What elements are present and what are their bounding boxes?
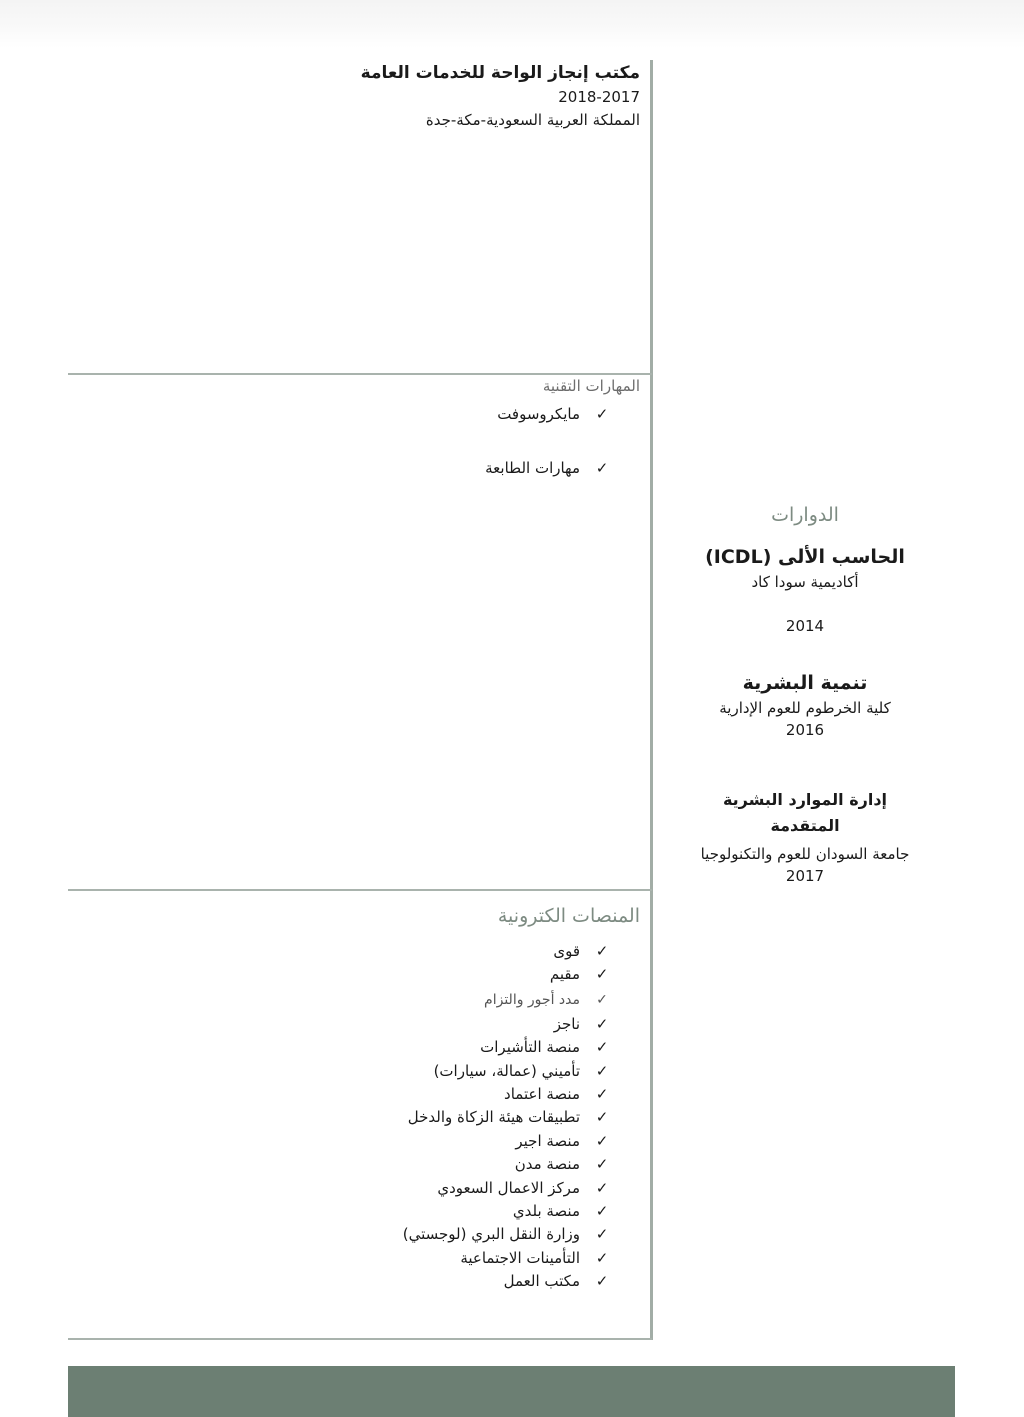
course-year: 2014 [785,617,825,635]
check-icon: ✓ [595,1085,609,1104]
platform-item [252,1130,612,1153]
check-icon: ✓ [595,1061,609,1080]
check-icon: ✓ [595,1131,609,1150]
section-divider-skills [68,373,652,375]
experience-location: المملكة العربية السعودية-مكة-جدة [425,111,640,129]
check-icon: ✓ [595,1155,609,1174]
platform-label: مقيم [549,965,580,984]
check-icon: ✓ [595,1248,609,1267]
experience-entry [140,60,640,132]
course-institution: كلية الخرطوم للعوم الإدارية [719,699,891,717]
platform-label: مكتب العمل [503,1272,580,1291]
platform-label: التأمينات الاجتماعية [460,1248,580,1267]
platform-item [252,1247,612,1270]
course-title: إدارة الموارد البشرية المتقدمة [722,790,888,835]
check-icon: ✓ [595,1202,609,1221]
tech-skill-item [252,456,612,480]
platform-label: مركز الاعمال السعودي [437,1178,580,1197]
tech-skill-label: مهارات الطابعة [485,459,580,477]
platform-label: تأميني (عمالة، سيارات) [433,1061,580,1080]
tech-skill-label: مايكروسوفت [497,405,580,423]
platform-item [252,1153,612,1176]
platform-label: منصة التأشيرات [480,1038,580,1057]
platform-item [252,1223,612,1246]
platform-label: قوى [553,942,580,960]
platform-item [252,1060,612,1083]
check-icon: ✓ [596,991,608,1008]
platform-label: ناجز [553,1014,580,1033]
platform-label: منصة بلدي [512,1202,580,1221]
platform-item [252,1013,612,1036]
experience-years: 2018-2017 [558,88,640,106]
platform-item [252,1083,612,1106]
platform-label: منصة اجير [515,1131,580,1150]
course-institution: أكاديمية سودا كاد [751,573,859,591]
check-icon: ✓ [595,942,609,960]
platform-label: منصة اعتماد [504,1085,580,1104]
check-icon: ✓ [595,1225,609,1244]
tech-skills-heading: المهارات التقنية [542,377,640,395]
check-icon: ✓ [595,1108,609,1127]
course-entry [690,669,920,741]
courses-heading: الدوارات [771,504,839,526]
course-title: تنمية البشرية [742,672,868,694]
course-entry [690,787,920,887]
check-icon: ✓ [595,459,609,477]
platform-item [252,940,612,963]
check-icon: ✓ [595,405,609,423]
check-icon: ✓ [595,1014,609,1033]
platform-item [252,1270,612,1293]
top-shade [0,0,1024,48]
platform-label: تطبيقات هيئة الزكاة والدخل [407,1108,580,1127]
platform-item [252,963,612,986]
check-icon: ✓ [595,1038,609,1057]
platform-label: مدد أجور والتزام [484,991,580,1008]
check-icon: ✓ [595,1178,609,1197]
platform-item [252,987,612,1013]
platforms-list [252,940,612,1294]
platform-item [252,1036,612,1059]
footer-band [68,1366,955,1417]
course-year: 2017 [785,867,825,885]
check-icon: ✓ [595,1272,609,1291]
platform-item [252,1106,612,1129]
experience-company: مكتب إنجاز الواحة للخدمات العامة [360,63,640,83]
section-divider-platforms [68,889,652,891]
check-icon: ✓ [595,965,609,984]
platform-label: منصة مدن [514,1155,580,1174]
platform-item [252,1200,612,1223]
section-divider-bottom [68,1338,652,1340]
tech-skills-list [252,402,612,480]
tech-skill-item [252,402,612,426]
course-entry [690,543,920,637]
column-divider [650,60,653,1340]
platforms-heading: المنصات الكترونية [497,905,640,927]
course-year: 2016 [785,721,825,739]
platform-label: وزارة النقل البري (لوجستي) [402,1225,580,1244]
course-title: الحاسب الألى (ICDL) [705,546,905,568]
platform-item [252,1177,612,1200]
course-institution: جامعة السودان للعوم والتكنولوجيا [700,845,910,863]
